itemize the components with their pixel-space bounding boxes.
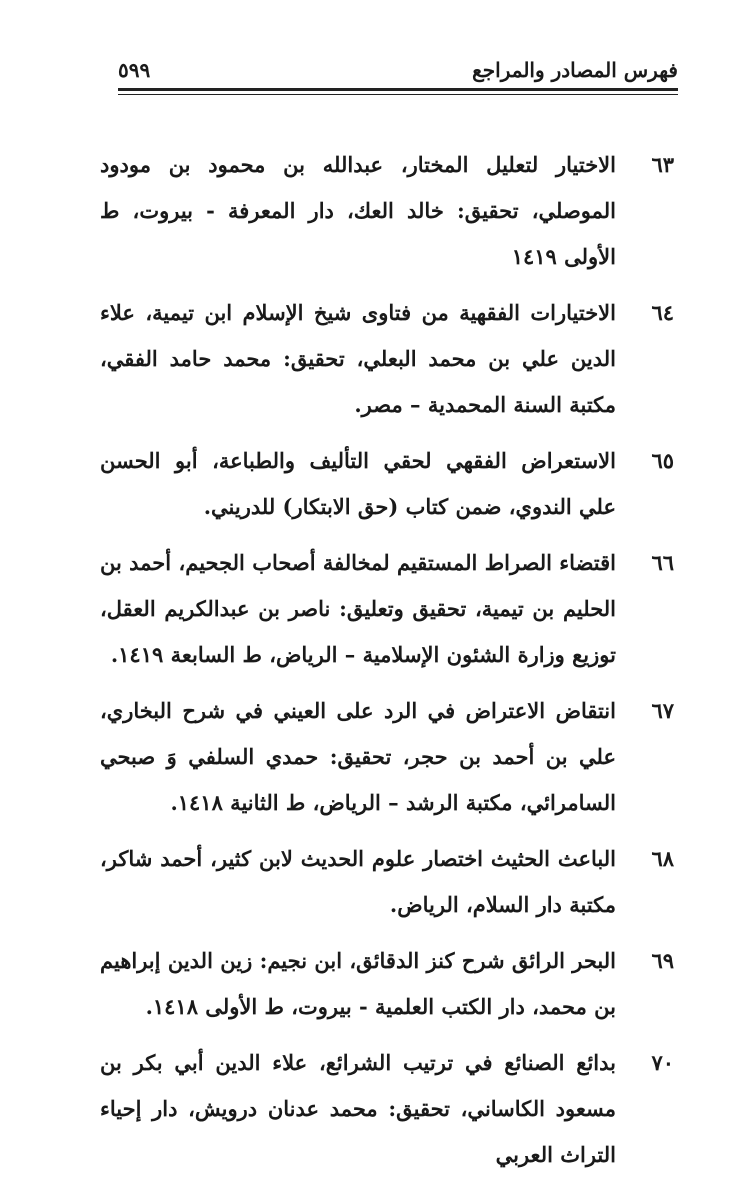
reference-entry: [100, 1040, 678, 1178]
entry-text: اقتضاء الصراط المستقيم لمخالفة أصحاب الجحيم، أحمد بن الحليم بن تيمية، تحقيق وتعليق: ناصر بن عبدالكريم العقل، توزيع وزارة الشئون الإسلامية – الرياض، ط السابعة ١٤١٩.: [100, 550, 616, 667]
entry-text: البحر الرائق شرح كنز الدقائق، ابن نجيم: زين الدين إبراهيم بن محمد، دار الكتب العلمية - بيروت، ط الأولى ١٤١٨.: [100, 948, 616, 1019]
reference-entry: [100, 688, 678, 826]
reference-entry: [100, 290, 678, 428]
reference-entry: [100, 938, 678, 1030]
entry-number: ٦٧: [651, 698, 674, 723]
entry-text: بدائع الصنائع في ترتيب الشرائع، علاء الدين أبي بكر بن مسعود الكاساني، تحقيق: محمد عدنان درويش، دار إحياء التراث العربي: [100, 1050, 616, 1167]
reference-entry: [100, 438, 678, 530]
running-title: فهرس المصادر والمراجع: [472, 58, 678, 82]
entry-text: الاستعراض الفقهي لحقي التأليف والطباعة، أبو الحسن علي الندوي، ضمن كتاب (حق الابتكار) للدريني.: [100, 448, 616, 519]
entry-text: انتقاض الاعتراض في الرد على العيني في شرح البخاري، علي بن أحمد بن حجر، تحقيق: حمدي السلفي وَ صبحي السامرائي، مكتبة الرشد – الرياض، ط الثانية ١٤١٨.: [100, 698, 616, 815]
entry-number: ٦٥: [651, 448, 674, 473]
page-number: ٥٩٩: [118, 58, 151, 82]
references-list: [100, 142, 678, 1188]
entry-number: ٧٠: [651, 1050, 674, 1075]
entry-text: الباعث الحثيث اختصار علوم الحديث لابن كثير، أحمد شاكر، مكتبة دار السلام، الرياض.: [100, 846, 616, 917]
reference-entry: [100, 836, 678, 928]
entry-number: ٦٦: [651, 550, 674, 575]
entry-number: ٦٤: [651, 300, 674, 325]
header-rule-thin: [118, 94, 678, 95]
reference-entry: [100, 142, 678, 280]
entry-number: ٦٨: [651, 846, 674, 871]
page-header: [118, 52, 678, 86]
entry-text: الاختيار لتعليل المختار، عبدالله بن محمود بن مودود الموصلي، تحقيق: خالد العك، دار المعرفة - بيروت، ط الأولى ١٤١٩: [100, 152, 616, 269]
entry-number: ٦٣: [651, 152, 674, 177]
header-rule-thick: [118, 88, 678, 91]
entry-text: الاختيارات الفقهية من فتاوى شيخ الإسلام ابن تيمية، علاء الدين علي بن محمد البعلي، تحقيق: محمد حامد الفقي، مكتبة السنة المحمدية – مصر.: [100, 300, 616, 417]
reference-entry: [100, 540, 678, 678]
entry-number: ٦٩: [651, 948, 674, 973]
